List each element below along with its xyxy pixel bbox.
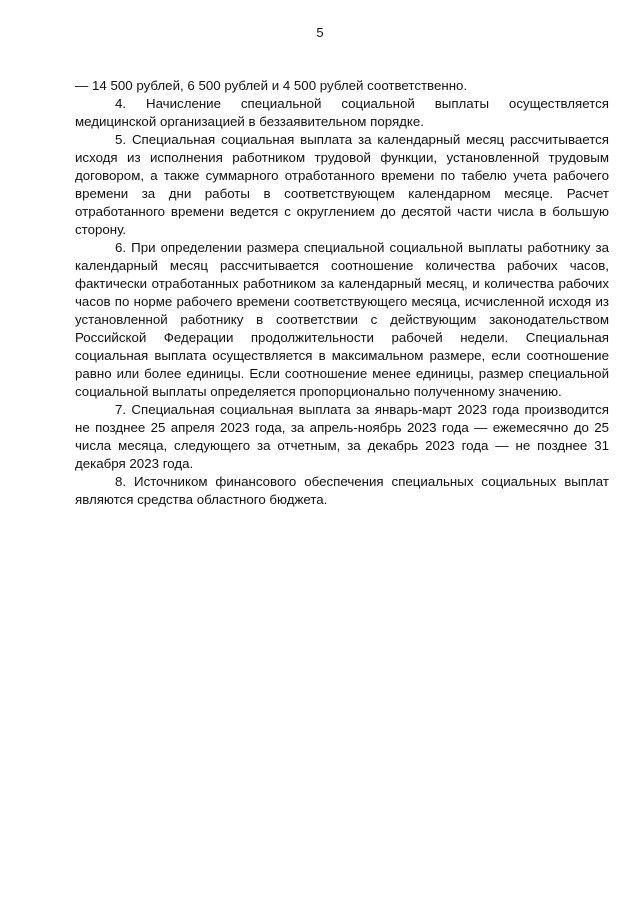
page-number: 5 [316, 25, 324, 40]
paragraph-continuation: — 14 500 рублей, 6 500 рублей и 4 500 рублей соответственно. [75, 78, 468, 93]
paragraph-4: 4. Начисление специальной социальной выплаты осуществляется медицинской организацией в беззаявительном порядке. [75, 96, 609, 129]
paragraph-8: 8. Источником финансового обеспечения специальных социальных выплат являются средства областного бюджета. [75, 474, 609, 507]
paragraph-6: 6. При определении размера специальной социальной выплаты работнику за календарный месяц рассчитывается соотношение количества рабочих часов, фактически отработанных работником за календарный месяц, и количества рабочих часов по норме рабочего времени соответствующего месяца, исчисленной исходя из установленной работнику в соответствии с действующим законодательством Российской Федерации продолжительности рабочей недели. Специальная социальная выплата осуществляется в максимальном размере, если соотношение равно или более единицы. Если соотношение менее единицы, размер специальной социальной выплаты определяется пропорционально полученному значению. [75, 240, 609, 399]
paragraph-7: 7. Специальная социальная выплата за январь-март 2023 года производится не позднее 25 апреля 2023 года, за апрель-ноябрь 2023 года — ежемесячно до 25 числа месяца, следующего за отчетным, за декабрь 2023 года — не позднее 31 декабря 2023 года. [75, 402, 609, 471]
document-body [75, 77, 609, 509]
paragraph-5: 5. Специальная социальная выплата за календарный месяц рассчитывается исходя из исполнения работником трудовой функции, установленной трудовым договором, а также суммарного отработанного времени по табелю учета рабочего времени за дни работы в соответствующем календарном месяце. Расчет отработанного времени ведется с округлением до десятой части числа в большую сторону. [75, 132, 609, 237]
